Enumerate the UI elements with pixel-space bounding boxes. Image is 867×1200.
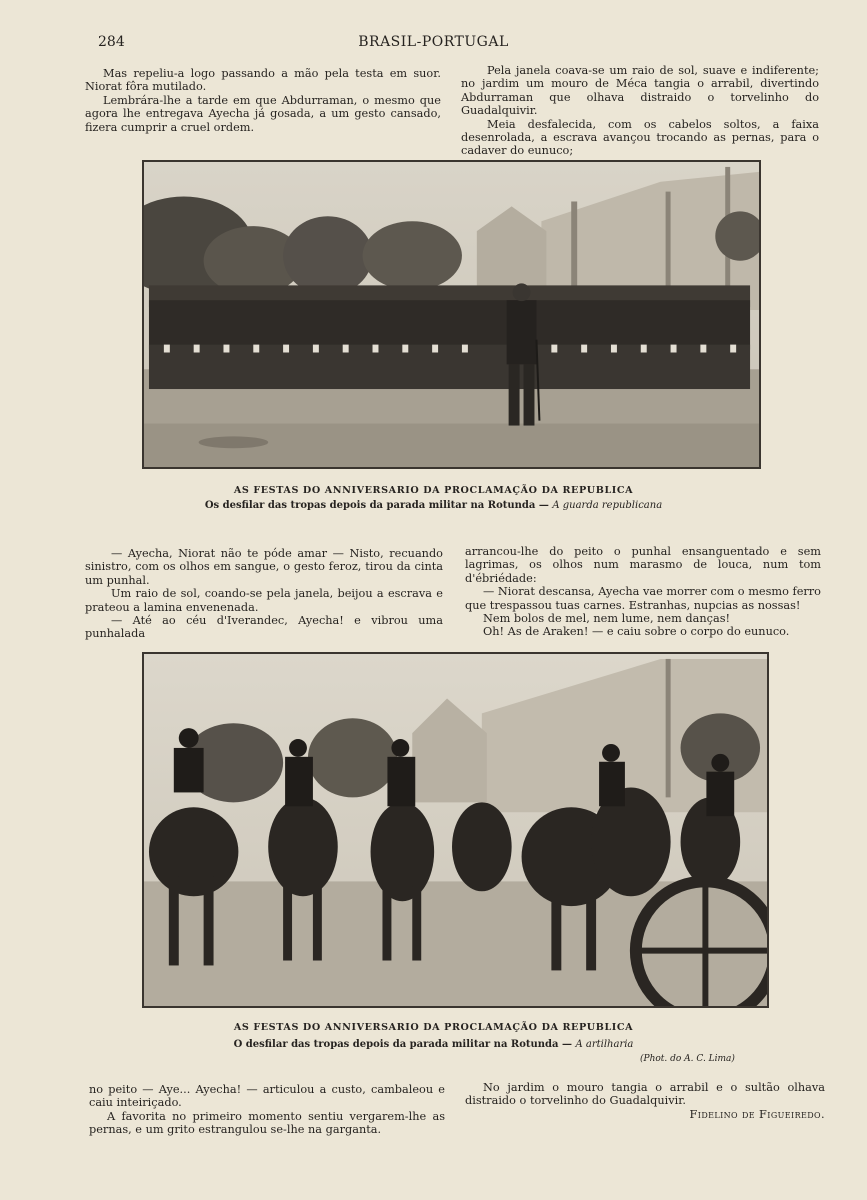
- paragraph: Um raio de sol, coando-se pela janela, beijou a escrava e prateou a lamina envenenada.: [85, 587, 443, 614]
- photo2-subcaption-text: O desfilar das tropas depois da parada militar na Rotunda —: [233, 1039, 572, 1050]
- paragraph: A favorita no primeiro momento sentiu vergarem-lhe as pernas, e um grito estrangulou se-lhe na garganta.: [89, 1109, 445, 1137]
- paragraph: arrancou-lhe do peito o punhal ensanguentado e sem lagrimas, os olhos num marasmo de louca, num tom d'ébriédade:: [465, 545, 821, 585]
- photo1-caption: AS FESTAS DO ANNIVERSARIO DA PROCLAMAÇÃO DA REPUBLICA: [233, 485, 634, 496]
- author-signature: Fidelino de Figueiredo.: [689, 1107, 825, 1121]
- paragraph: — Até ao céu d'Iverandec, Ayecha! e vibrou uma punhalada: [85, 614, 443, 641]
- photo2-subcaption-italic: A artilharia: [575, 1039, 634, 1050]
- paragraph: Meia desfalecida, com os cabelos soltos, a faixa desenrolada, a escrava avançou trocando as pernas, para o cadaver do eunuco;: [461, 117, 819, 158]
- text-column-top-right: [461, 64, 819, 158]
- paragraph: Oh! As de Araken! — e caiu sobre o corpo do eunuco.: [483, 625, 790, 639]
- photo1-subcaption-italic: A guarda republicana: [552, 500, 663, 511]
- text-column-top-left: [85, 67, 441, 134]
- photo1-subcaption-text: Os desfilar das tropas depois da parada militar na Rotunda —: [204, 500, 549, 511]
- photo2-caption: AS FESTAS DO ANNIVERSARIO DA PROCLAMAÇÃO DA REPUBLICA: [233, 1022, 634, 1033]
- photo1-subcaption: [0, 500, 867, 511]
- running-title: BRASIL-PORTUGAL: [358, 34, 509, 50]
- paragraph: Lembrára-lhe a tarde em que Abdurraman, o mesmo que agora lhe entregava Ayecha já gosada, a um gesto cansado, fizera cumprir a cruel ordem.: [85, 93, 441, 134]
- photo-artillery: [142, 652, 769, 1008]
- paragraph: Pela janela coava-se um raio de sol, suave e indiferente; no jardim um mouro de Méca tangia o arrabil, divertindo Abdurraman que olhava distraido o torvelinho do Guadalquivir.: [461, 64, 819, 118]
- paragraph: — Ayecha, Niorat não te póde amar — Nisto, recuando sinistro, com os olhos em sangue, o gesto feroz, tirou da cinta um punhal.: [85, 547, 443, 587]
- paragraph: Mas repeliu-a logo passando a mão pela testa em suor. Niorat fôra mutilado.: [85, 67, 441, 94]
- paragraph: — Niorat descansa, Ayecha vae morrer com o mesmo ferro que trespassou tuas carnes. Estranhas, nupcias as nossas!: [465, 585, 821, 612]
- paragraph: No jardim o mouro tangia o arrabil e o sultão olhava distraido o torvelinho do Guadalquivir.: [465, 1081, 825, 1108]
- paragraph: Nem bolos de mel, nem lume, nem danças!: [483, 612, 731, 626]
- photo-artillery-illustration: [144, 654, 767, 1006]
- photo-credit: (Phot. do A. C. Lima): [640, 1054, 735, 1064]
- text-column-bottom-left: [89, 1083, 445, 1137]
- photo-republican-guard-illustration: [144, 162, 759, 467]
- photo2-subcaption: [0, 1039, 867, 1050]
- paragraph: no peito — Aye... Ayecha! — articulou a custo, cambaleou e caiu inteiriçado.: [89, 1083, 445, 1110]
- page-number: 284: [98, 34, 125, 50]
- text-column-bottom-right: [465, 1081, 825, 1121]
- text-column-mid-right: [465, 545, 821, 639]
- text-column-mid-left: [85, 547, 443, 641]
- photo-republican-guard: [142, 160, 761, 469]
